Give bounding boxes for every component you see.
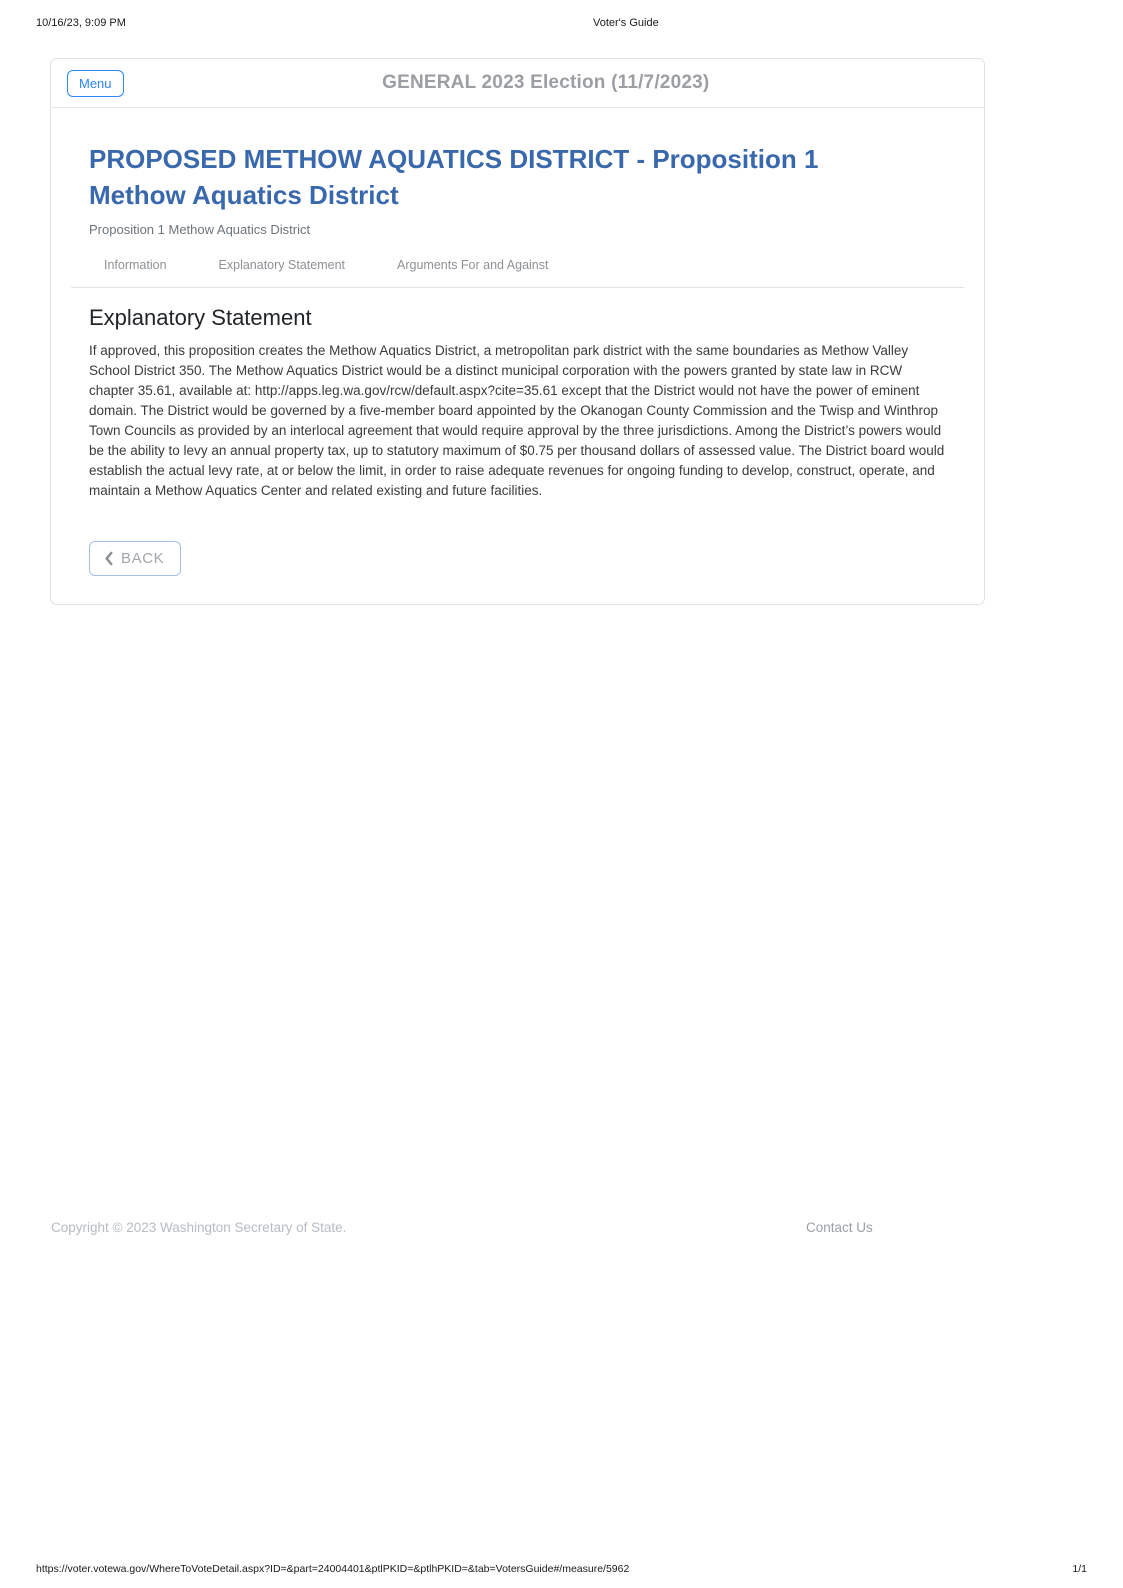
card-header — [51, 59, 984, 108]
back-button[interactable] — [89, 541, 181, 576]
menu-button[interactable]: Menu — [67, 70, 124, 97]
tab-explanatory-statement[interactable]: Explanatory Statement — [218, 258, 345, 272]
tab-information[interactable]: Information — [104, 258, 167, 272]
copyright-text: Copyright © 2023 Washington Secretary of State. — [51, 1220, 347, 1235]
voters-guide-card — [50, 58, 985, 605]
measure-title — [89, 141, 946, 213]
print-datetime: 10/16/23, 9:09 PM — [36, 17, 126, 29]
measure-tabs — [71, 249, 964, 288]
back-button-label: BACK — [121, 550, 165, 567]
section-body-text: If approved, this proposition creates the Methow Aquatics District, a metropolitan park district with the same boundaries as Methow Valley School District 350. The Methow Aquatics District would be a distinct municipal corporation with the powers granted by state law in RCW chapter 35.61, available at: http://apps.leg.wa.gov/rcw/default.aspx?cite=35.61 except that the District would not have the power of eminent domain. The District would be governed by a five-member board appointed by the Okanogan County Commission and the Twisp and Winthrop Town Councils as provided by an interlocal agreement that would require approval by the three jurisdictions. Among the District’s powers would be the ability to levy an annual property tax, up to statutory maximum of $0.75 per thousand dollars of assessed value. The District board would establish the actual levy rate, at or below the limit, in order to raise adequate revenues for ongoing funding to develop, construct, operate, and maintain a Methow Aquatics Center and related existing and future facilities. — [89, 343, 945, 498]
measure-title-line-2: Methow Aquatics District — [89, 180, 399, 210]
measure-subtitle: Proposition 1 Methow Aquatics District — [89, 222, 311, 237]
print-doc-title: Voter's Guide — [593, 17, 659, 29]
measure-header — [51, 141, 984, 237]
section-heading: Explanatory Statement — [89, 305, 312, 330]
chevron-left-icon — [102, 551, 115, 566]
contact-us-link[interactable]: Contact Us — [806, 1220, 873, 1235]
print-page-number: 1/1 — [1072, 1563, 1087, 1575]
election-title: GENERAL 2023 Election (11/7/2023) — [382, 72, 710, 93]
print-url: https://voter.votewa.gov/WhereToVoteDetail.aspx?ID=&part=24004401&ptlPKID=&ptlhPKID=&tab=VotersGuide#/measure/5962 — [36, 1563, 630, 1575]
explanatory-statement-section — [51, 305, 984, 576]
measure-title-line-1: PROPOSED METHOW AQUATICS DISTRICT - Proposition 1 — [89, 144, 819, 174]
tab-arguments-for-and-against[interactable]: Arguments For and Against — [397, 258, 549, 272]
